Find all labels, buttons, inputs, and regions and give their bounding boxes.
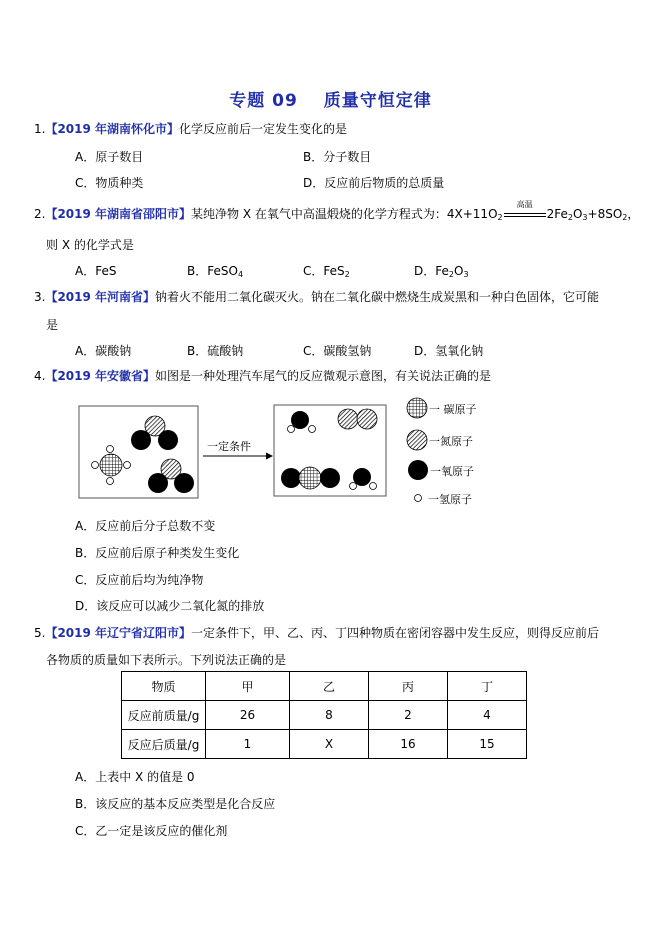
table-header-cell: 甲 <box>206 672 290 701</box>
question-source: 【2019 年湖南省邵阳市】 <box>45 207 192 221</box>
option-text: 反应前后物质的总质量 <box>324 176 445 190</box>
table-header-cell: 丙 <box>369 672 448 701</box>
oxygen-atom-icon <box>158 430 178 450</box>
oxygen-atom-icon <box>353 468 371 486</box>
nitrogen-atom-icon <box>161 459 181 479</box>
table-cell: 反应后质量/g <box>122 730 206 759</box>
arrow-head-icon <box>266 453 273 460</box>
question-number: 4. <box>34 369 46 383</box>
title-topic-name: 质量守恒定律 <box>323 91 432 111</box>
reactants-box <box>79 406 198 498</box>
oxygen-atom-icon <box>174 473 194 493</box>
option-text: 原子数目 <box>95 150 144 164</box>
option-label: B． <box>75 546 96 560</box>
subscript: 2 <box>567 213 573 222</box>
question-source: 【2019 年安徽省】 <box>45 369 156 383</box>
option-label: B． <box>187 264 208 278</box>
option-d <box>414 262 469 279</box>
option-text: 反应前后原子种类发生变化 <box>95 546 240 560</box>
subscript: 3 <box>463 270 469 279</box>
legend-carbon-atom-icon <box>407 398 427 418</box>
question-5-stem-continued: 各物质的质量如下表所示。下列说法正确的是 <box>46 653 287 667</box>
table-cell: X <box>290 730 369 759</box>
carbon-atom-icon <box>100 454 122 476</box>
option-text: 碳酸钠 <box>95 344 132 358</box>
table-header-cell: 乙 <box>290 672 369 701</box>
option-b <box>75 544 239 561</box>
option-b <box>187 342 243 359</box>
option-label: A． <box>75 519 96 533</box>
nitrogen-atom-icon <box>357 409 377 429</box>
option-text: 硫酸钠 <box>207 344 244 358</box>
equation-sign <box>504 199 546 221</box>
reaction-condition: 高温 <box>516 199 533 209</box>
nitrogen-atom-icon <box>145 416 165 436</box>
subscript: 3 <box>582 213 588 222</box>
hydrogen-atom-icon <box>288 426 295 433</box>
legend-oxygen-label: 一氧原子 <box>430 465 474 478</box>
oxygen-atom-icon <box>131 430 151 450</box>
legend-hydrogen-atom-icon <box>415 495 422 502</box>
question-1-stem <box>34 121 347 137</box>
equation-product: O <box>572 207 583 221</box>
option-c <box>303 342 371 359</box>
mass-data-table <box>121 671 527 759</box>
legend-nitrogen-label: 一氮原子 <box>429 435 473 448</box>
subscript: 2 <box>497 213 503 222</box>
question-number: 1. <box>34 122 46 136</box>
hydrogen-atom-icon <box>370 483 377 490</box>
option-a <box>75 768 195 785</box>
legend-oxygen-atom-icon <box>408 460 428 480</box>
option-d <box>414 342 483 359</box>
no2-molecule <box>148 459 194 493</box>
question-2-stem <box>34 199 640 226</box>
hydrogen-atom-icon <box>124 462 131 469</box>
oxygen-atom-icon <box>148 473 168 493</box>
subscript: 2 <box>344 270 350 279</box>
h2o-molecule <box>288 411 316 433</box>
option-label: D． <box>414 344 436 358</box>
option-a <box>75 262 116 279</box>
question-text: 如图是一种处理汽车尾气的反应微观示意图，有关说法正确的是 <box>155 369 492 383</box>
question-text: 一定条件下，甲、乙、丙、丁四种物质在密闭容器中发生反应，则得反应前后 <box>191 626 600 640</box>
title-topic-number: 专题 09 <box>229 91 298 111</box>
option-text: FeS <box>95 264 117 278</box>
hydrogen-atom-icon <box>107 446 114 453</box>
table-row <box>122 701 527 730</box>
option-label: A． <box>75 770 96 784</box>
option-label: C． <box>303 264 324 278</box>
hydrogen-atom-icon <box>350 483 357 490</box>
chemical-equation <box>446 199 640 222</box>
option-a <box>75 517 215 534</box>
option-text: 碳酸氢钠 <box>323 344 372 358</box>
nitrogen-atom-icon <box>338 409 358 429</box>
option-label: D． <box>414 264 436 278</box>
punctuation: ， <box>627 207 640 221</box>
option-label: B． <box>75 797 96 811</box>
no2-molecule <box>131 416 178 450</box>
question-2-stem-continued: 则 X 的化学式是 <box>46 238 134 252</box>
option-text: O <box>453 264 464 278</box>
question-text: 钠着火不能用二氧化碳灭火。钠在二氧化碳中燃烧生成炭黑和一种白色固体，它可能 <box>155 290 600 304</box>
hydrogen-atom-icon <box>107 478 114 485</box>
option-text: 反应前后分子总数不变 <box>95 519 216 533</box>
option-label: A． <box>75 150 96 164</box>
option-text: 乙一定是该反应的催化剂 <box>95 824 228 838</box>
oxygen-atom-icon <box>291 411 309 429</box>
option-text: 该反应可以减少二氧化氮的排放 <box>96 599 265 613</box>
option-text: 分子数目 <box>323 150 372 164</box>
page-title <box>0 86 661 111</box>
legend-hydrogen-label: 一氢原子 <box>428 493 472 506</box>
option-label: A． <box>75 264 96 278</box>
option-text: FeS <box>323 264 345 278</box>
option-label: D． <box>303 176 325 190</box>
hydrogen-atom-icon <box>309 426 316 433</box>
option-c <box>75 174 143 191</box>
question-text: 化学反应前后一定发生变化的是 <box>179 122 348 136</box>
option-label: C． <box>75 824 96 838</box>
table-cell: 1 <box>206 730 290 759</box>
reaction-condition-label: 一定条件 <box>207 440 251 453</box>
legend-carbon-label: 一 碳原子 <box>429 403 477 416</box>
option-text: 物质种类 <box>95 176 144 190</box>
equation-product: 2Fe <box>546 207 568 221</box>
option-c <box>303 262 350 279</box>
table-cell: 4 <box>448 701 527 730</box>
equation-product: +8SO <box>587 207 623 221</box>
legend-nitrogen-atom-icon <box>407 430 427 450</box>
option-text: Fe <box>435 264 449 278</box>
option-text: 该反应的基本反应类型是化合反应 <box>95 797 276 811</box>
table-cell: 8 <box>290 701 369 730</box>
question-3-stem <box>34 289 599 305</box>
question-4-stem <box>34 368 491 384</box>
option-text: 反应前后均为纯净物 <box>95 573 204 587</box>
table-header-row <box>122 672 527 701</box>
option-label: C． <box>75 176 96 190</box>
option-text: 氢氧化钠 <box>435 344 484 358</box>
option-c <box>75 822 227 839</box>
carbon-atom-icon <box>299 467 321 489</box>
option-text: FeSO <box>207 264 238 278</box>
option-b <box>303 148 371 165</box>
question-source: 【2019 年湖南怀化市】 <box>45 122 180 136</box>
option-text: 上表中 X 的值是 0 <box>95 770 195 784</box>
question-number: 2. <box>34 207 46 221</box>
option-label: C． <box>303 344 324 358</box>
table-cell: 26 <box>206 701 290 730</box>
option-label: A． <box>75 344 96 358</box>
question-text: 某纯净物 X 在氧气中高温煅烧的化学方程式为： <box>191 207 447 221</box>
question-source: 【2019 年河南省】 <box>45 290 156 304</box>
oxygen-atom-icon <box>281 468 301 488</box>
option-b <box>187 262 243 279</box>
h2o-molecule <box>350 468 377 490</box>
n2-molecule <box>338 409 377 429</box>
table-row <box>122 730 527 759</box>
question-5-stem <box>34 625 599 641</box>
question-source: 【2019 年辽宁省辽阳市】 <box>45 626 192 640</box>
option-c <box>75 571 203 588</box>
hydrogen-atom-icon <box>92 462 99 469</box>
co2-molecule <box>281 467 340 489</box>
ch4-molecule <box>92 446 131 485</box>
question-3-stem-continued: 是 <box>46 318 59 332</box>
question-number: 5. <box>34 626 46 640</box>
table-cell: 15 <box>448 730 527 759</box>
option-label: B． <box>187 344 208 358</box>
option-label: C． <box>75 573 96 587</box>
table-header-cell: 物质 <box>122 672 206 701</box>
option-d <box>75 597 264 614</box>
equation-reactants: 4X+11O <box>446 207 498 221</box>
products-box <box>274 405 386 496</box>
option-a <box>75 342 131 359</box>
option-label: B． <box>303 150 324 164</box>
subscript: 2 <box>448 270 454 279</box>
option-a <box>75 148 143 165</box>
table-cell: 2 <box>369 701 448 730</box>
question-number: 3. <box>34 290 46 304</box>
option-d <box>303 174 444 191</box>
option-label: D． <box>75 599 97 613</box>
oxygen-atom-icon <box>320 468 340 488</box>
subscript: 2 <box>622 213 628 222</box>
table-cell: 反应前质量/g <box>122 701 206 730</box>
table-cell: 16 <box>369 730 448 759</box>
table-header-cell: 丁 <box>448 672 527 701</box>
subscript: 4 <box>237 270 244 279</box>
option-b <box>75 795 275 812</box>
